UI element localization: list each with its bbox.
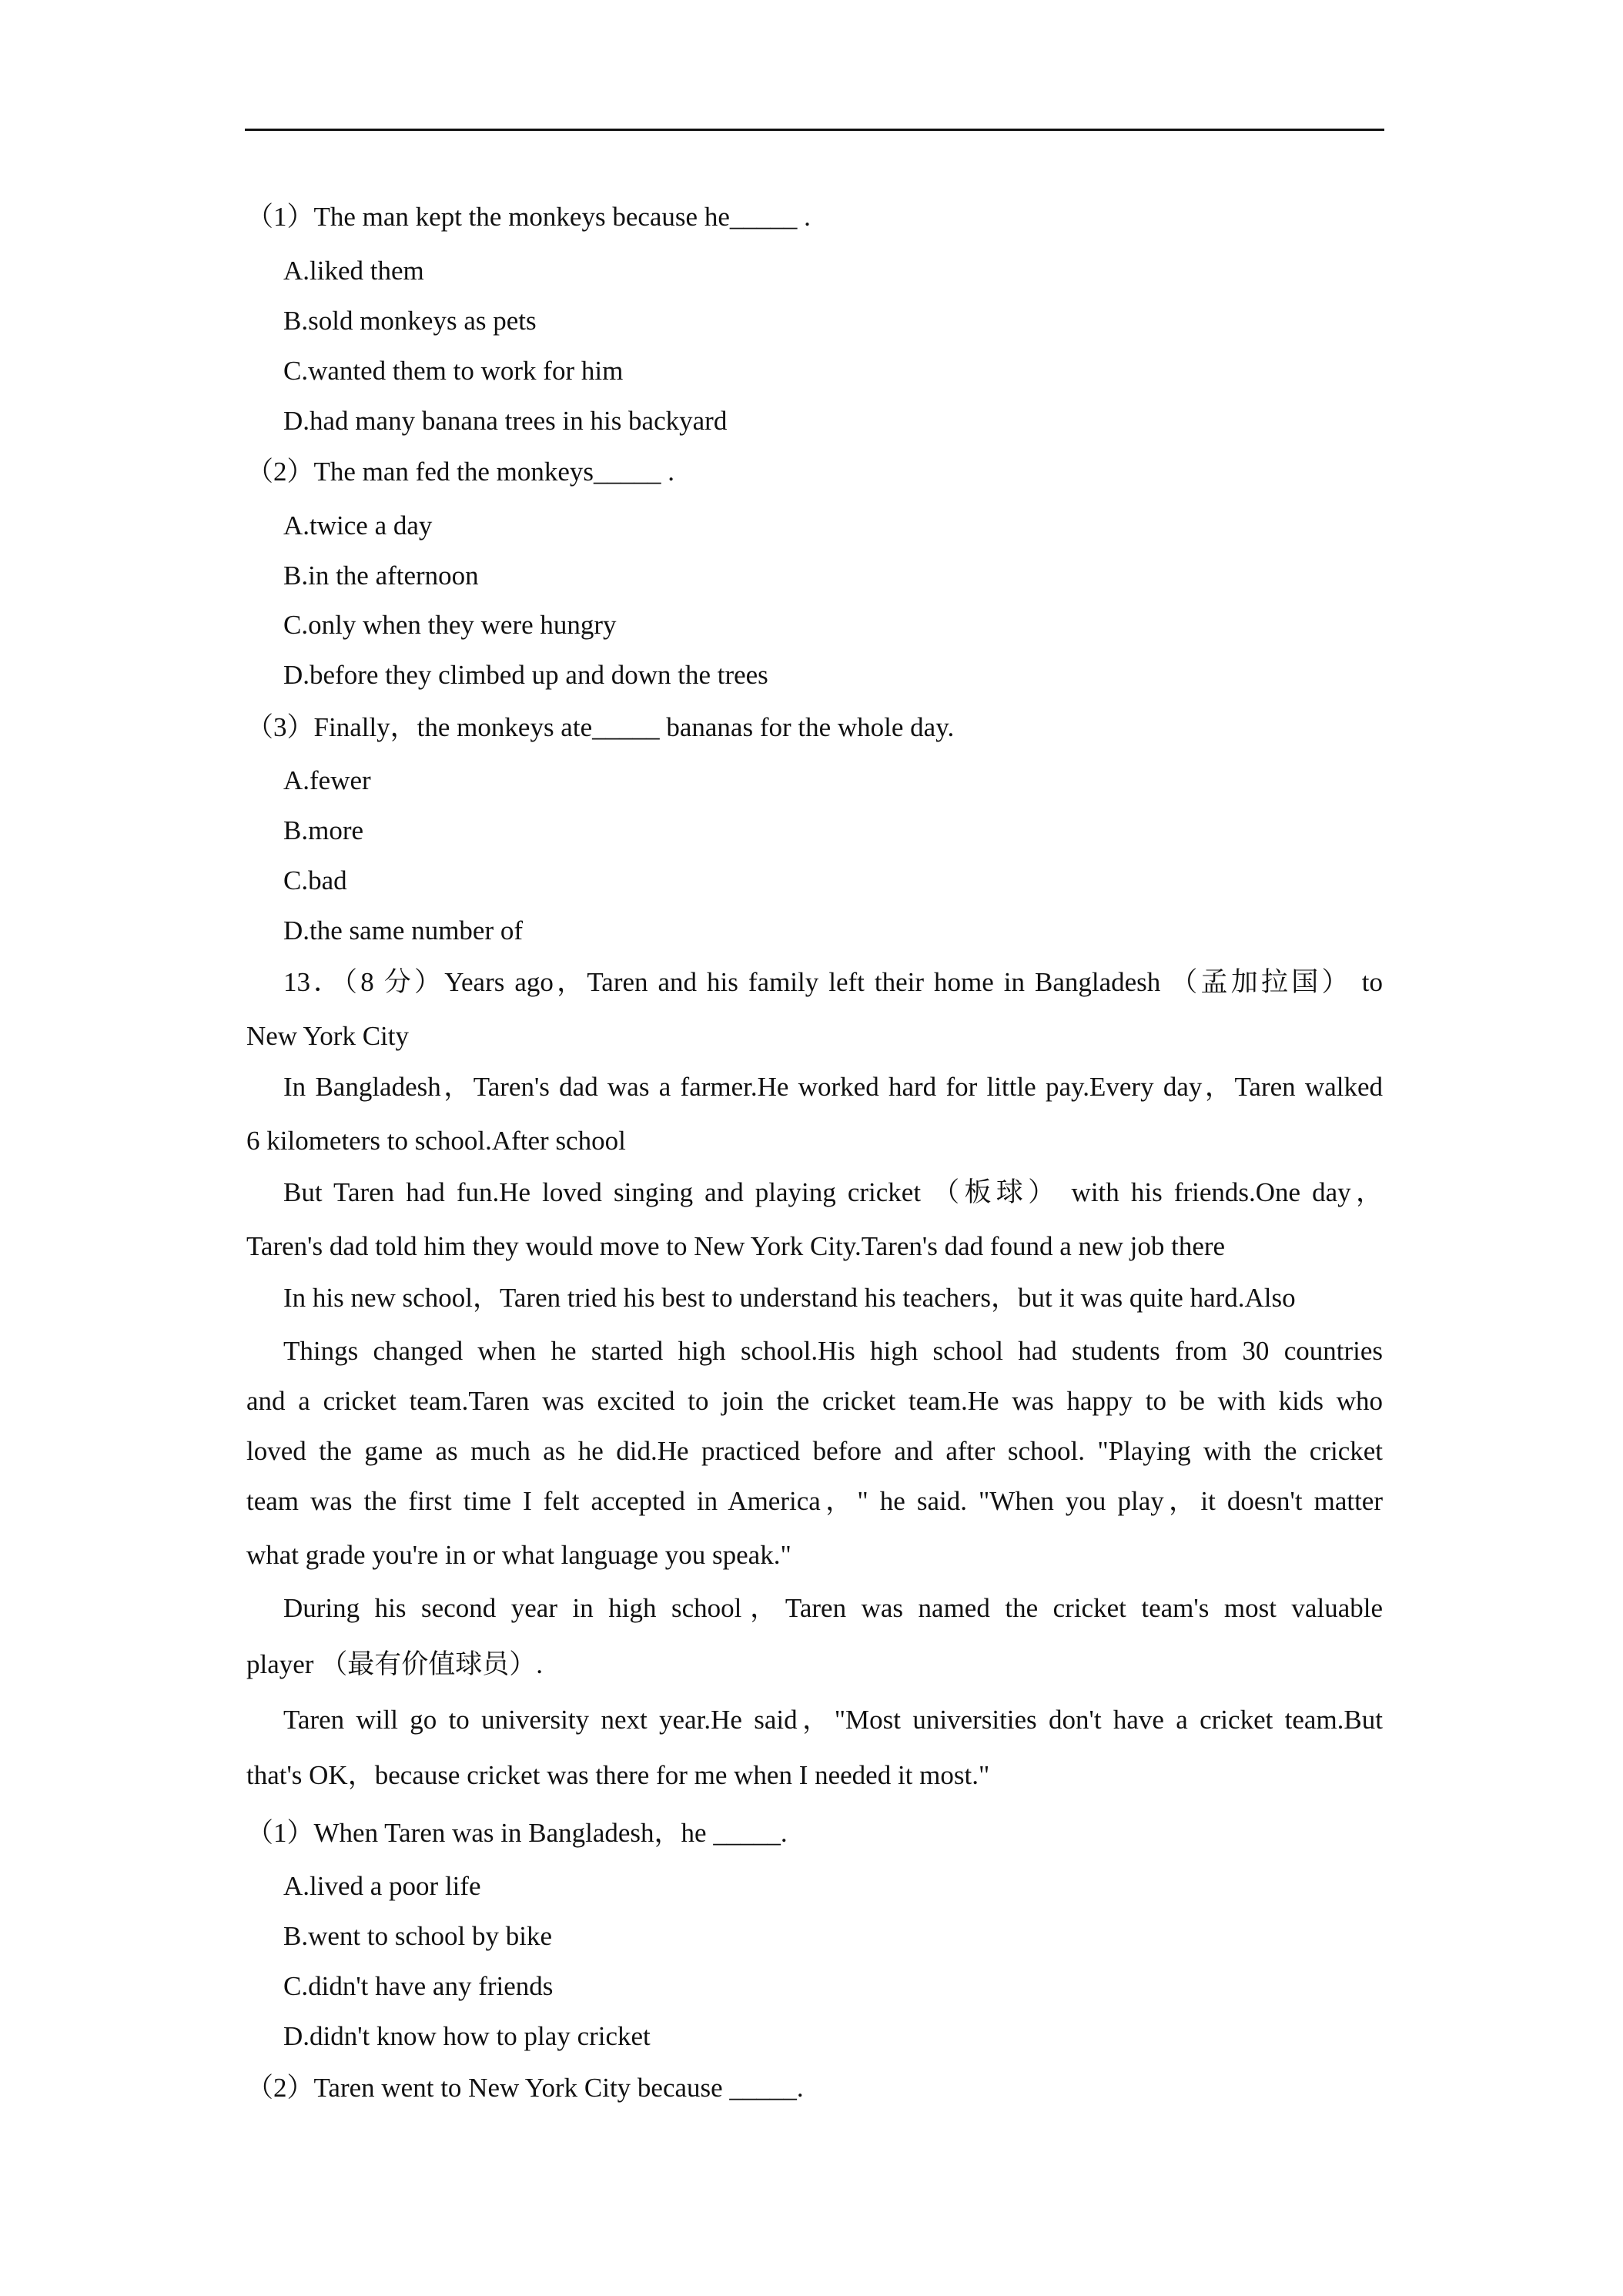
option-12-2-a: A.twice a day (283, 510, 433, 541)
option-12-3-b: B.more (283, 815, 364, 845)
option-12-2-c: C.only when they were hungry (283, 610, 617, 640)
option-12-2-d: D.before they climbed up and down the trees (283, 660, 768, 690)
option-12-2-b: B.in the afternoon (283, 561, 479, 591)
passage-line: player （最有价值球员）. (246, 1649, 543, 1679)
option-12-1-a: A.liked them (283, 256, 424, 286)
passage-line: loved the game as much as he did.He practiced before and after school. "Playing with the cricket (246, 1436, 1383, 1466)
question-12-2-stem: （2）The man fed the monkeys_____ . (246, 457, 675, 487)
option-12-1-d: D.had many banana trees in his backyard (283, 406, 728, 436)
passage-line: Things changed when he started high school.His high school had students from 30 countries (283, 1336, 1383, 1366)
passage-line: New York City (246, 1021, 410, 1051)
question-13-heading: 13．（8 分）Years ago，Taren and his family left their home in Bangladesh （孟加拉国） to (283, 967, 1383, 997)
passage-line: In Bangladesh，Taren's dad was a farmer.He worked hard for little pay.Every day，Taren walked (283, 1072, 1383, 1102)
option-13-1-d: D.didn't know how to play cricket (283, 2021, 651, 2051)
option-13-1-b: B.went to school by bike (283, 1921, 552, 1951)
question-12-3-stem: （3）Finally，the monkeys ate_____ bananas for the whole day. (246, 712, 955, 742)
header-rule (245, 129, 1384, 131)
passage-line: Taren's dad told him they would move to New York City.Taren's dad found a new job there (246, 1231, 1226, 1261)
passage-line: that's OK，because cricket was there for me when I needed it most." (246, 1760, 990, 1790)
passage-line: team was the first time I felt accepted in America，" he said. "When you play，it doesn't matter (246, 1486, 1383, 1516)
passage-line: what grade you're in or what language you speak." (246, 1540, 791, 1570)
passage-line: Taren will go to university next year.He said，"Most universities don't have a cricket team.But (283, 1705, 1383, 1735)
option-12-3-d: D.the same number of (283, 915, 524, 946)
question-13-2-stem: （2）Taren went to New York City because _____. (246, 2073, 804, 2103)
option-12-3-a: A.fewer (283, 765, 371, 795)
passage-line: But Taren had fun.He loved singing and playing cricket （板球） with his friends.One day， (283, 1177, 1383, 1207)
passage-line: and a cricket team.Taren was excited to join the cricket team.He was happy to be with kids who (246, 1386, 1383, 1416)
passage-line: During his second year in high school，Taren was named the cricket team's most valuable (283, 1593, 1383, 1623)
option-13-1-c: C.didn't have any friends (283, 1971, 554, 2001)
option-12-1-c: C.wanted them to work for him (283, 356, 624, 386)
option-12-1-b: B.sold monkeys as pets (283, 306, 537, 336)
option-12-3-c: C.bad (283, 865, 347, 895)
question-12-1-stem: （1）The man kept the monkeys because he_____ . (246, 202, 811, 232)
option-13-1-a: A.lived a poor life (283, 1871, 481, 1901)
passage-line: In his new school，Taren tried his best to understand his teachers，but it was quite hard.Also (283, 1283, 1296, 1313)
question-13-1-stem: （1）When Taren was in Bangladesh，he _____. (246, 1818, 788, 1848)
passage-line: 6 kilometers to school.After school (246, 1126, 626, 1156)
